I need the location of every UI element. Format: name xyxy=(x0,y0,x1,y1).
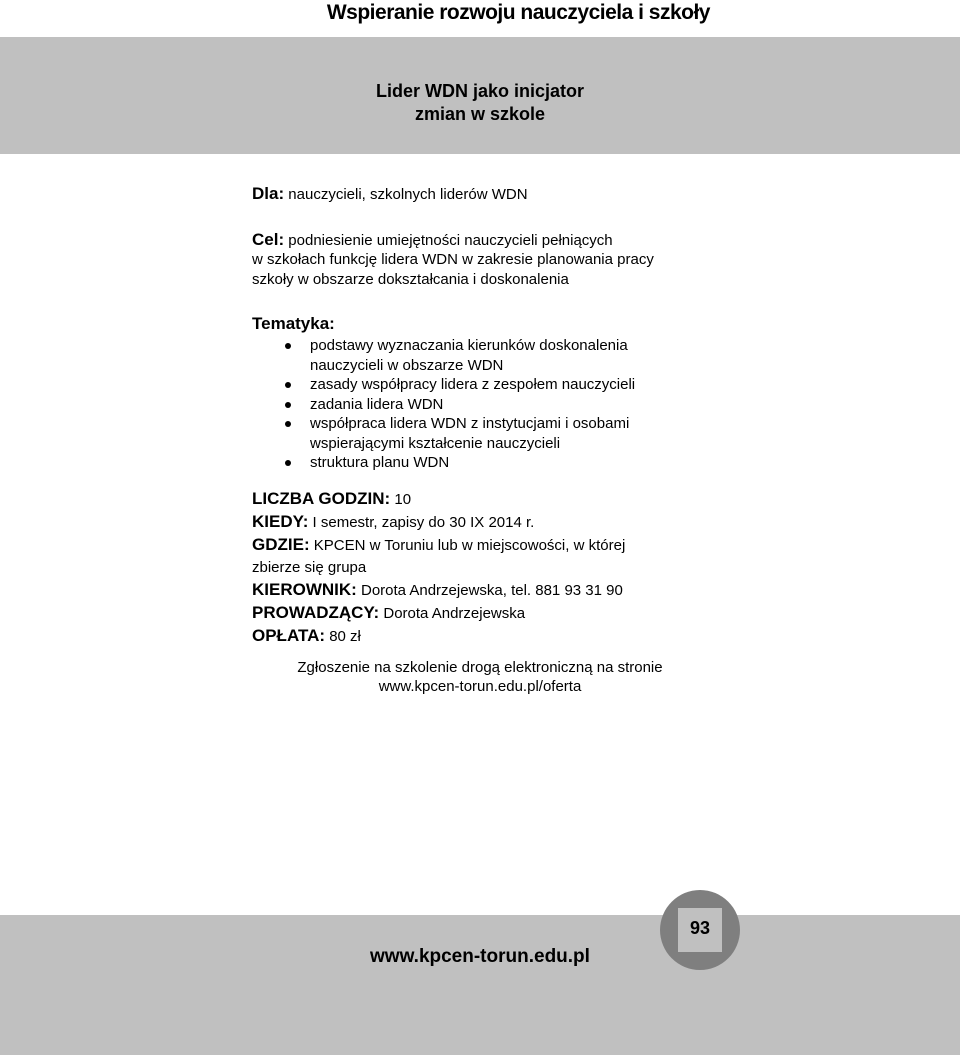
manager-value: Dorota Andrzejewska, tel. 881 93 31 90 xyxy=(361,582,623,599)
list-item xyxy=(310,336,730,375)
list-item xyxy=(310,375,730,395)
hours-value: 10 xyxy=(394,491,412,508)
course-description xyxy=(252,184,712,289)
list-item-line: nauczycieli w obszarze WDN xyxy=(310,356,504,374)
cel-line-3: szkoły w obszarze dokształcania i doskonalenia xyxy=(252,270,569,288)
list-item xyxy=(310,414,730,453)
registration-line-1: Zgłoszenie na szkolenie drogą elektroniczną na stronie xyxy=(297,659,663,676)
hours-label: LICZBA GODZIN: xyxy=(252,489,391,508)
fee-row xyxy=(252,625,712,648)
tematyka-list xyxy=(310,336,730,473)
list-item-line: zasady współpracy lidera z zespołem nauczycieli xyxy=(310,376,636,393)
fee-value: 80 zł xyxy=(329,628,361,645)
registration-link[interactable]: www.kpcen-torun.edu.pl/oferta xyxy=(378,678,582,695)
cel-block xyxy=(252,230,712,290)
course-title-line-1: Lider WDN jako inicjator xyxy=(375,81,585,101)
where-row xyxy=(252,534,712,557)
list-item xyxy=(310,453,730,473)
instructor-label: PROWADZĄCY: xyxy=(252,603,380,622)
fee-label: OPŁATA: xyxy=(252,626,326,645)
hours-row xyxy=(252,488,712,511)
cel-label: Cel: xyxy=(252,229,285,249)
cel-line-2: w szkołach funkcję lidera WDN w zakresie planowania pracy xyxy=(252,251,654,268)
section-title: Wspieranie rozwoju nauczyciela i szkoły xyxy=(326,1,710,24)
where-value-line-2: zbierze się grupa xyxy=(252,559,367,576)
list-item-line: zadania lidera WDN xyxy=(310,395,444,413)
instructor-value: Dorota Andrzejewska xyxy=(383,605,526,622)
when-value: I semestr, zapisy do 30 IX 2014 r. xyxy=(312,514,535,531)
page-number: 93 xyxy=(678,908,722,952)
registration-note xyxy=(240,658,720,696)
dla-text: nauczycieli, szkolnych liderów WDN xyxy=(288,186,528,203)
manager-row xyxy=(252,579,712,602)
list-item-line: współpraca lidera WDN z instytucjami i osobami xyxy=(310,415,630,432)
when-row xyxy=(252,511,712,534)
footer-url[interactable]: www.kpcen-torun.edu.pl xyxy=(370,946,590,967)
dla-row xyxy=(252,184,712,205)
list-item-line: wspierającymi kształcenie nauczycieli xyxy=(310,434,561,452)
where-value: KPCEN w Toruniu lub w miejscowości, w której xyxy=(313,537,626,554)
cel-line-1: podniesienie umiejętności nauczycieli pełniących xyxy=(288,231,613,249)
footer-bar xyxy=(0,915,960,1055)
course-title xyxy=(0,80,960,126)
course-title-line-2: zmian w szkole xyxy=(414,104,546,124)
where-label: GDZIE: xyxy=(252,535,310,554)
when-label: KIEDY: xyxy=(252,512,309,531)
instructor-row xyxy=(252,602,712,625)
manager-label: KIEROWNIK: xyxy=(252,580,357,599)
list-item-line: struktura planu WDN xyxy=(310,454,450,471)
dla-label: Dla: xyxy=(252,184,285,203)
course-info xyxy=(252,488,712,648)
list-item xyxy=(310,395,730,415)
list-item-line: podstawy wyznaczania kierunków doskonalenia xyxy=(310,337,628,354)
tematyka-label: Tematyka: xyxy=(252,314,335,333)
